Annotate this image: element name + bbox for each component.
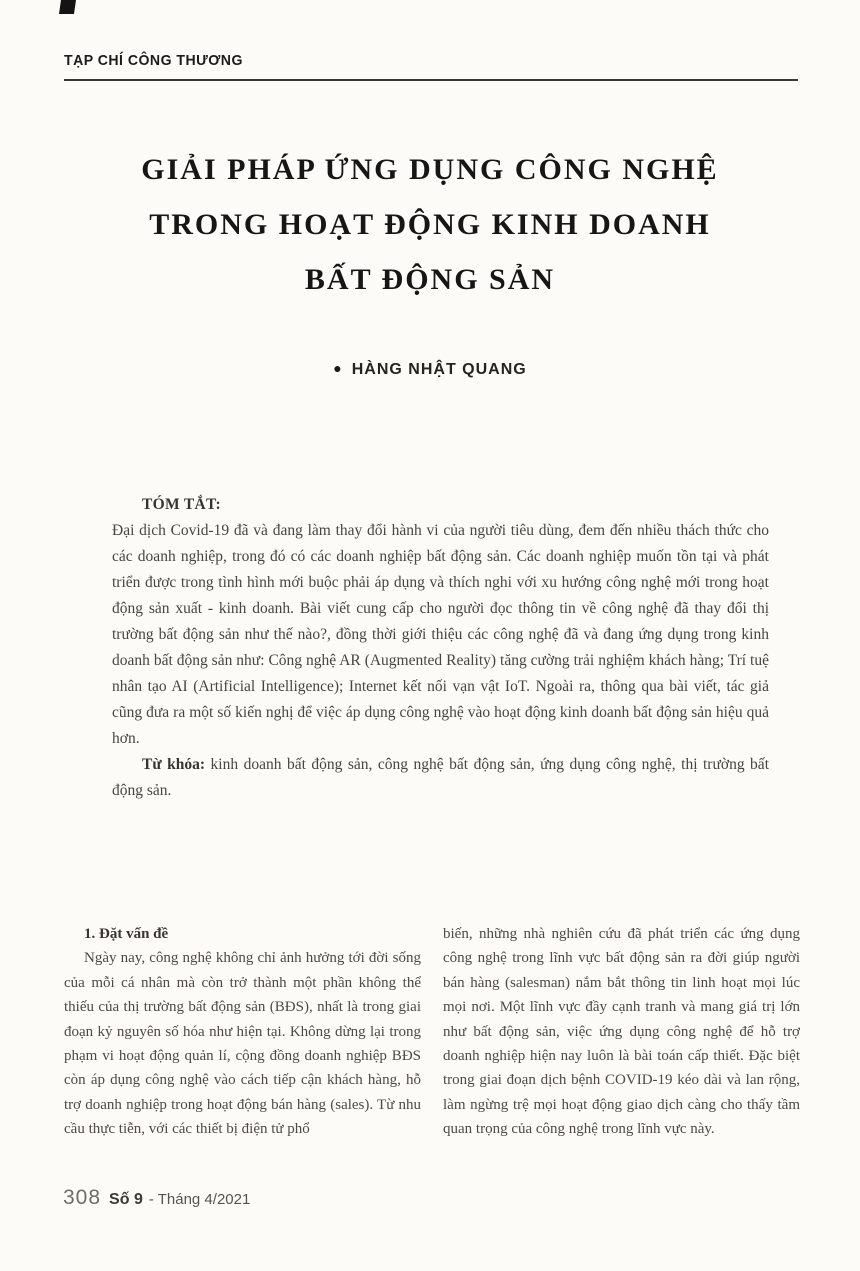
keywords-label: Từ khóa:	[142, 756, 206, 773]
author-line	[0, 360, 860, 379]
header-rule	[64, 79, 798, 81]
body-column-left	[64, 922, 421, 1142]
abstract-text: Đại dịch Covid-19 đã và đang làm thay đổi hành vi của người tiêu dùng, đem đến nhiều thách thức cho các doanh nghiệp, trong đó có các doanh nghiệp bất động sản. Các doanh nghiệp muốn tồn tại và phát triển được trong tình hình mới buộc phải áp dụng và thích nghi với xu hướng công nghệ mới trong hoạt động sản xuất - kinh doanh. Bài viết cung cấp cho người đọc thông tin về công nghệ đã thay đổi thị trường bất động sản như thế nào?, đồng thời giới thiệu các công nghệ đã và đang ứng dụng trong kinh doanh bất động sản như: Công nghệ AR (Augmented Reality) tăng cường trải nghiệm khách hàng; Trí tuệ nhân tạo AI (Artificial Intelligence); Internet kết nối vạn vật IoT. Ngoài ra, thông qua bài viết, tác giả cũng đưa ra một số kiến nghị để việc áp dụng công nghệ vào hoạt động kinh doanh bất động sản hiệu quả hơn.	[112, 522, 769, 747]
issue-date: - Tháng 4/2021	[148, 1191, 251, 1208]
section-1-heading: 1. Đặt vấn đề	[84, 926, 169, 942]
journal-masthead: TẠP CHÍ CÔNG THƯƠNG	[64, 52, 243, 69]
article-title	[0, 142, 860, 307]
article-title-line-3: BẤT ĐỘNG SẢN	[304, 263, 556, 296]
author-bullet-icon: ●	[333, 360, 343, 376]
issue-label: Số 9	[109, 1191, 143, 1208]
abstract-block	[112, 492, 769, 804]
page-number: 308	[63, 1186, 102, 1209]
scan-artifact	[59, 0, 76, 14]
article-title-line-2: TRONG HOẠT ĐỘNG KINH DOANH	[149, 208, 711, 241]
page-footer	[63, 1186, 250, 1210]
body-column-right	[443, 922, 800, 1142]
author-name: HÀNG NHẬT QUANG	[351, 361, 527, 378]
section-1-right-text: biến, những nhà nghiên cứu đã phát triển các ứng dụng công nghệ trong lĩnh vực bất động sản ra đời giúp người bán hàng (salesman) nắm bắt thông tin linh hoạt mọi lúc mọi nơi. Một lĩnh vực đầy cạnh tranh và mang giá trị lớn như bất động sản, việc ứng dụng công nghệ để hỗ trợ doanh nghiệp hiện nay luôn là bài toán cấp thiết. Đặc biệt trong giai đoạn dịch bệnh COVID-19 kéo dài và lan rộng, làm ngừng trệ mọi hoạt động giao dịch càng cho thấy tầm quan trọng của công nghệ trong lĩnh vực này.	[443, 926, 800, 1138]
abstract-heading: TÓM TẮT:	[142, 496, 221, 513]
keywords-line	[112, 752, 769, 804]
article-title-line-1: GIẢI PHÁP ỨNG DỤNG CÔNG NGHỆ	[141, 153, 719, 186]
keywords-text: kinh doanh bất động sản, công nghệ bất động sản, ứng dụng công nghệ, thị trường bất động sản.	[112, 756, 769, 799]
section-1-left-text: Ngày nay, công nghệ không chỉ ảnh hưởng tới đời sống của mỗi cá nhân mà còn trở thành một phần không thể thiếu của thị trường bất động sản (BĐS), nhất là trong giai đoạn kỷ nguyên số hóa như hiện tại. Không dừng lại trong phạm vi hoạt động quản lí, cộng đồng doanh nghiệp BĐS còn áp dụng công nghệ vào cách tiếp cận khách hàng, hỗ trợ doanh nghiệp trong hoạt động bán hàng (sales). Từ nhu cầu thực tiễn, với các thiết bị điện tử phổ	[64, 950, 421, 1138]
